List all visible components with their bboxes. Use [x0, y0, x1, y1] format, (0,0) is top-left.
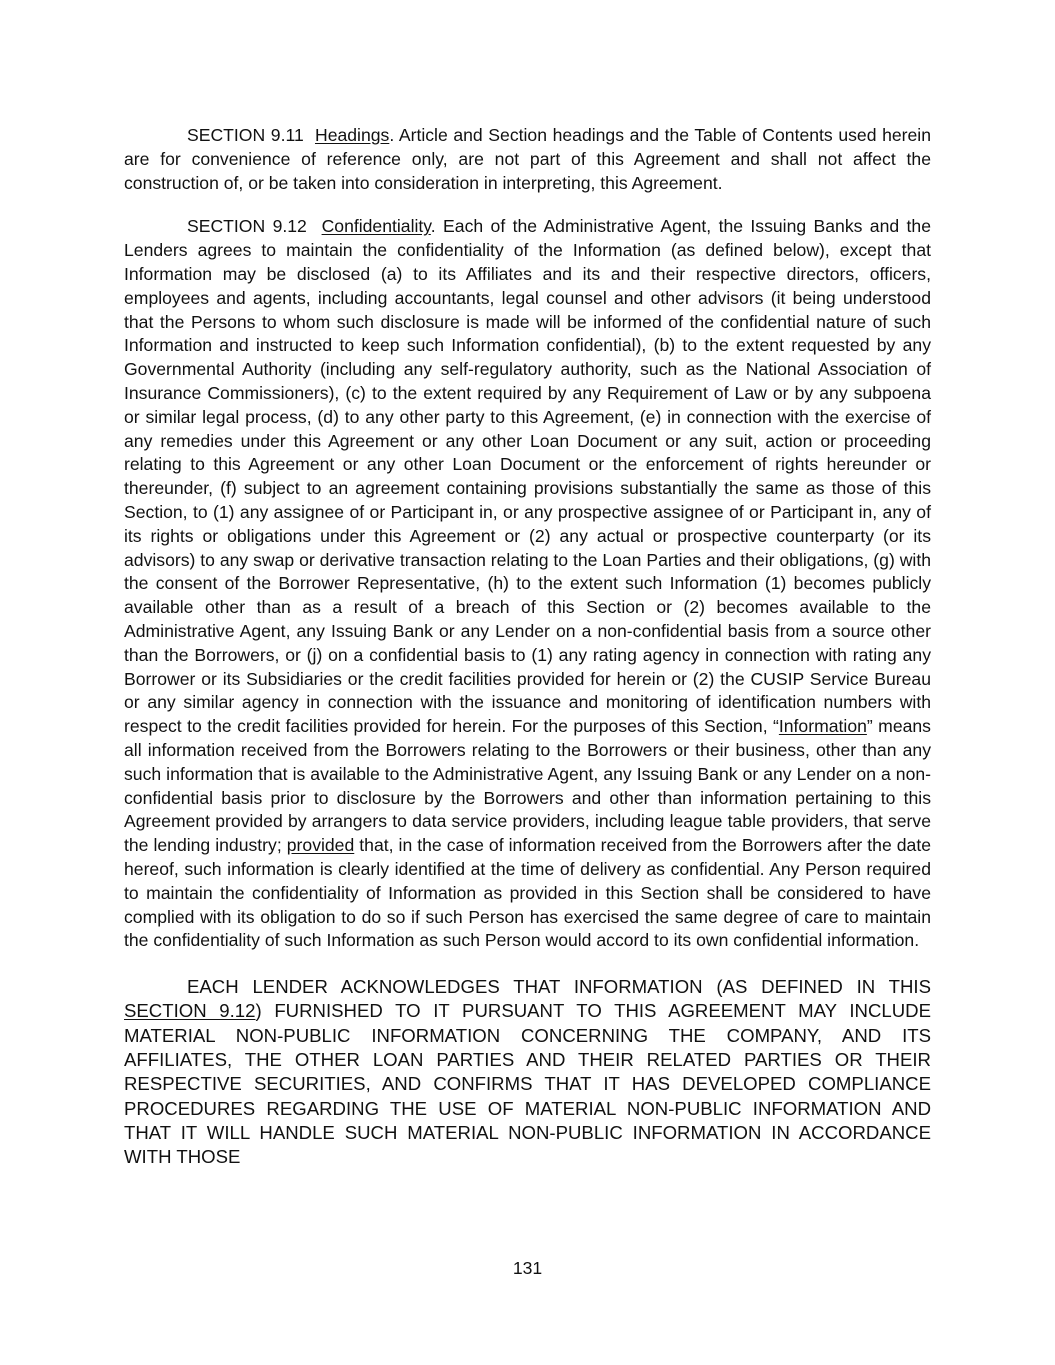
- section-9-12-heading: Confidentiality: [321, 216, 431, 237]
- provided-proviso: provided: [286, 835, 355, 856]
- page-number: 131: [512, 1258, 543, 1278]
- information-defined-term: Information: [778, 716, 867, 737]
- section-9-12-body-part-1: . Each of the Administrative Agent, the Issuing Banks and the Lenders agrees to maintain the confidentiality of the Information (as defined below), except that Information may be disclosed (a) to its Affiliates and its and their respective directors, officers, employees and agents, including accountants, legal counsel and other advisors (it being understood that the Persons to whom such disclosure is made will be informed of the confidential nature of such Information and instructed to keep such Information confidential), (b) to the extent requested by any Governmental Authority (including any self-regulatory authority, such as the National Association of Insurance Commissioners), (c) to the extent required by any Requirement of Law or by any subpoena or similar legal process, (d) to any other party to this Agreement, (e) in connection with the exercise of any remedies under this Agreement or any other Loan Document or any suit, action or proceeding relating to this Agreement or any other Loan Document or the enforcement of rights hereunder or thereunder, (f) subject to an agreement containing provisions substantially the same as those of this Section, to (1) any assignee of or Participant in, or any prospective assignee of or Participant in, any of its rights or obligations under this Agreement or (2) any actual or prospective counterparty (or its advisors) to any swap or derivative transaction relating to the Loan Parties and their obligations, (g) with the consent of the Borrower Representative, (h) to the extent such Information (1) becomes publicly available other than as a result of a breach of this Section or (2) becomes available to the Administrative Agent, any Issuing Bank or any Lender on a non-confidential basis from a source other than the Borrowers, or (j) on a confidential basis to (1) any rating agency in connection with rating any Borrower or its Subsidiaries or the credit facilities provided for herein or (2) the CUSIP Service Bureau or any similar agency in connection with the issuance and monitoring of identification numbers with respect to the credit facilities provided for herein. For the purposes of this Section, “: [124, 216, 931, 737]
- section-9-11-body: . Article and Section headings and the Table of Contents used herein are for convenience of reference only, are not part of this Agreement and shall not affect the construction of, or be taken into consideration in interpreting, this Agreement.: [124, 125, 931, 193]
- lender-acknowledgement-paragraph: [124, 975, 931, 1169]
- acknowledgement-part-2: ) FURNISHED TO IT PURSUANT TO THIS AGREEMENT MAY INCLUDE MATERIAL NON-PUBLIC INFORMATION CONCERNING THE COMPANY, AND ITS AFFILIATES, THE OTHER LOAN PARTIES AND THEIR RELATED PARTIES OR THEIR RESPECTIVE SECURITIES, AND CONFIRMS THAT IT HAS DEVELOPED COMPLIANCE PROCEDURES REGARDING THE USE OF MATERIAL NON-PUBLIC INFORMATION AND THAT IT WILL HANDLE SUCH MATERIAL NON-PUBLIC INFORMATION IN ACCORDANCE WITH THOSE: [124, 1000, 931, 1168]
- section-9-12-body-part-3: that, in the case of information received from the Borrowers after the date hereof, such information is clearly identified at the time of delivery as confidential. Any Person required to maintain the confidentiality of Information as provided in this Section shall be considered to have complied with its obligation to do so if such Person has exercised the same degree of care to maintain the confidentiality of such Information as such Person would accord to its own confidential information.: [124, 835, 931, 951]
- document-page: [124, 124, 931, 1169]
- section-9-11-heading: Headings: [314, 125, 390, 145]
- section-9-12-body-part-2: ” means all information received from the Borrowers relating to the Borrowers or their business, other than any such information that is available to the Administrative Agent, any Issuing Bank or any Lender on a non-confidential basis prior to disclosure by the Borrowers and other than information pertaining to this Agreement provided by arrangers to data service providers, including league table providers, that serve the lending industry;: [124, 716, 931, 856]
- section-9-12-number: SECTION 9.12: [187, 216, 307, 237]
- section-9-12-paragraph: [124, 215, 931, 953]
- section-9-11-number: SECTION 9.11: [187, 125, 304, 145]
- section-9-12-reference: SECTION 9.12: [124, 1000, 256, 1022]
- section-9-11-paragraph: [124, 124, 931, 195]
- acknowledgement-part-1: EACH LENDER ACKNOWLEDGES THAT INFORMATION (AS DEFINED IN THIS: [187, 976, 931, 998]
